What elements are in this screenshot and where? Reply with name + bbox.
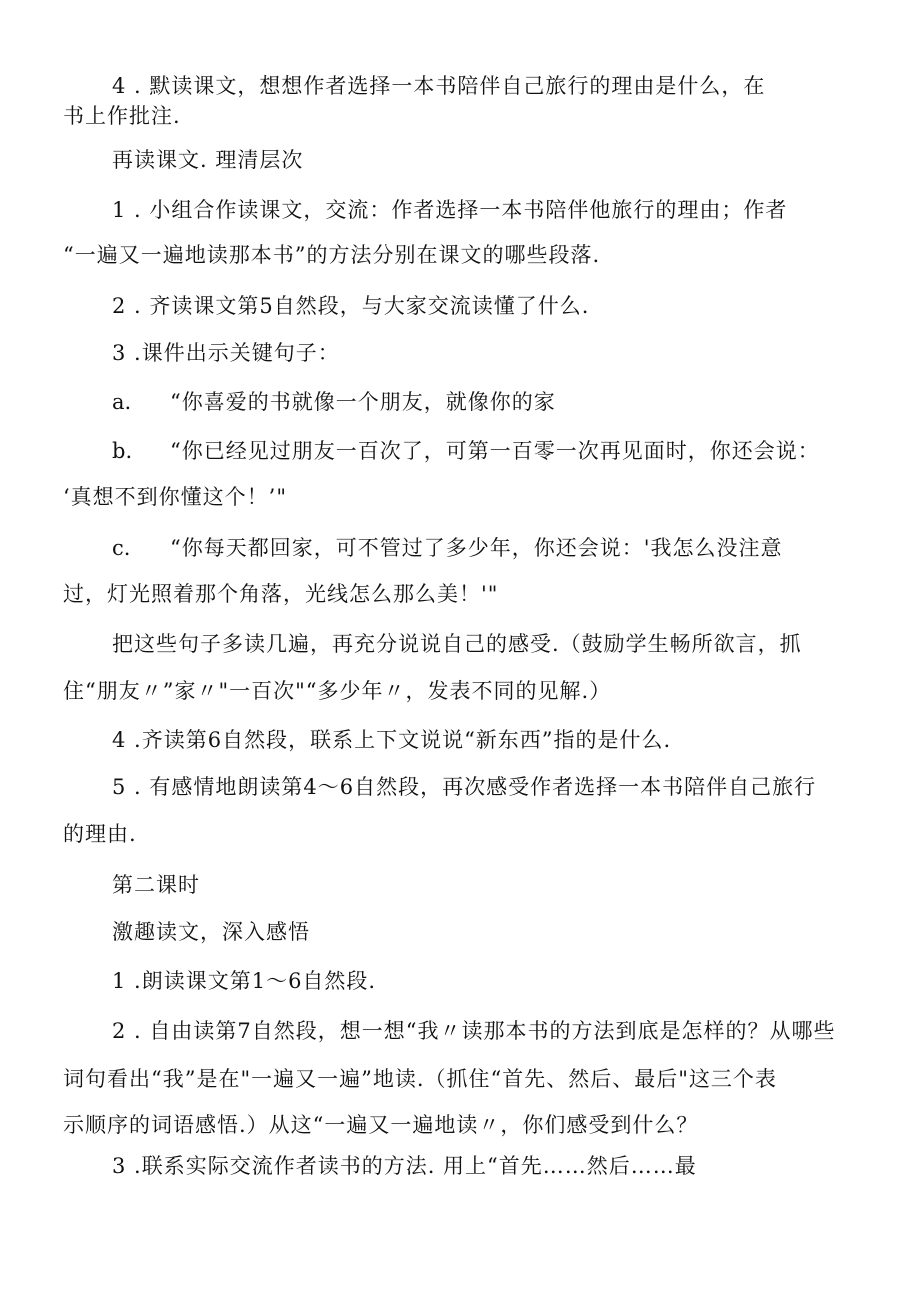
section-heading: 激趣读文，深入感悟: [112, 920, 310, 944]
paragraph-line: 书上作批注.: [63, 104, 181, 128]
quote-line: “你已经见过朋友一百次了，可第一百零一次再见面时，你还会说：: [170, 439, 820, 463]
paragraph-line: 的理由.: [63, 822, 137, 846]
quote-line: “你喜爱的书就像一个朋友，就像你的家: [170, 390, 556, 414]
paragraph-line: 1 . 小组合作读课文，交流：作者选择一本书陪伴他旅行的理由；作者: [112, 198, 788, 222]
paragraph-line: 2 . 齐读课文第5自然段，与大家交流读懂了什么.: [112, 294, 590, 318]
paragraph-line: 2 . 自由读第7自然段，想一想“我〃读那本书的方法到底是怎样的？从哪些: [112, 1019, 836, 1043]
section-heading: 第二课时: [112, 873, 200, 897]
paragraph-line: “一遍又一遍地读那本书”的方法分别在课文的哪些段落.: [63, 243, 601, 267]
list-marker: b.: [112, 439, 133, 463]
quote-line: 过，灯光照着那个角落，光线怎么那么美！'": [63, 582, 499, 606]
paragraph-line: 把这些句子多读几遍，再充分说说自己的感受.（鼓励学生畅所欲言，抓: [112, 632, 802, 656]
paragraph-line: 词句看出“我”是在"一遍又一遍”地读.（抓住“首先、然后、最后"这三个表: [63, 1067, 777, 1091]
paragraph-line: 5 . 有感情地朗读第4～6自然段，再次感受作者选择一本书陪伴自己旅行: [112, 775, 817, 799]
paragraph-line: 住“朋友〃”家〃"一百次"“多少年〃，发表不同的见解.）: [63, 679, 612, 703]
paragraph-line: 3 .联系实际交流作者读书的方法. 用上“首先……然后……最: [112, 1154, 697, 1178]
paragraph-line: 4 .齐读第6自然段，联系上下文说说“新东西”指的是什么.: [112, 728, 672, 752]
paragraph-line: 示顺序的词语感悟.）从这“一遍又一遍地读〃，你们感受到什么？: [63, 1113, 699, 1137]
paragraph-line: 1 .朗读课文第1～6自然段.: [112, 969, 377, 993]
quote-line: “你每天都回家，可不管过了多少年，你还会说：'我怎么没注意: [170, 536, 783, 560]
paragraph-line: 3 .课件出示关键句子：: [112, 341, 340, 365]
list-marker: c.: [112, 536, 131, 560]
paragraph-line: 4 . 默读课文，想想作者选择一本书陪伴自己旅行的理由是什么，在: [112, 74, 766, 98]
quote-line: ‘真想不到你懂这个！’": [63, 485, 288, 509]
section-heading: 再读课文. 理清层次: [112, 148, 304, 172]
list-marker: a.: [112, 390, 132, 414]
